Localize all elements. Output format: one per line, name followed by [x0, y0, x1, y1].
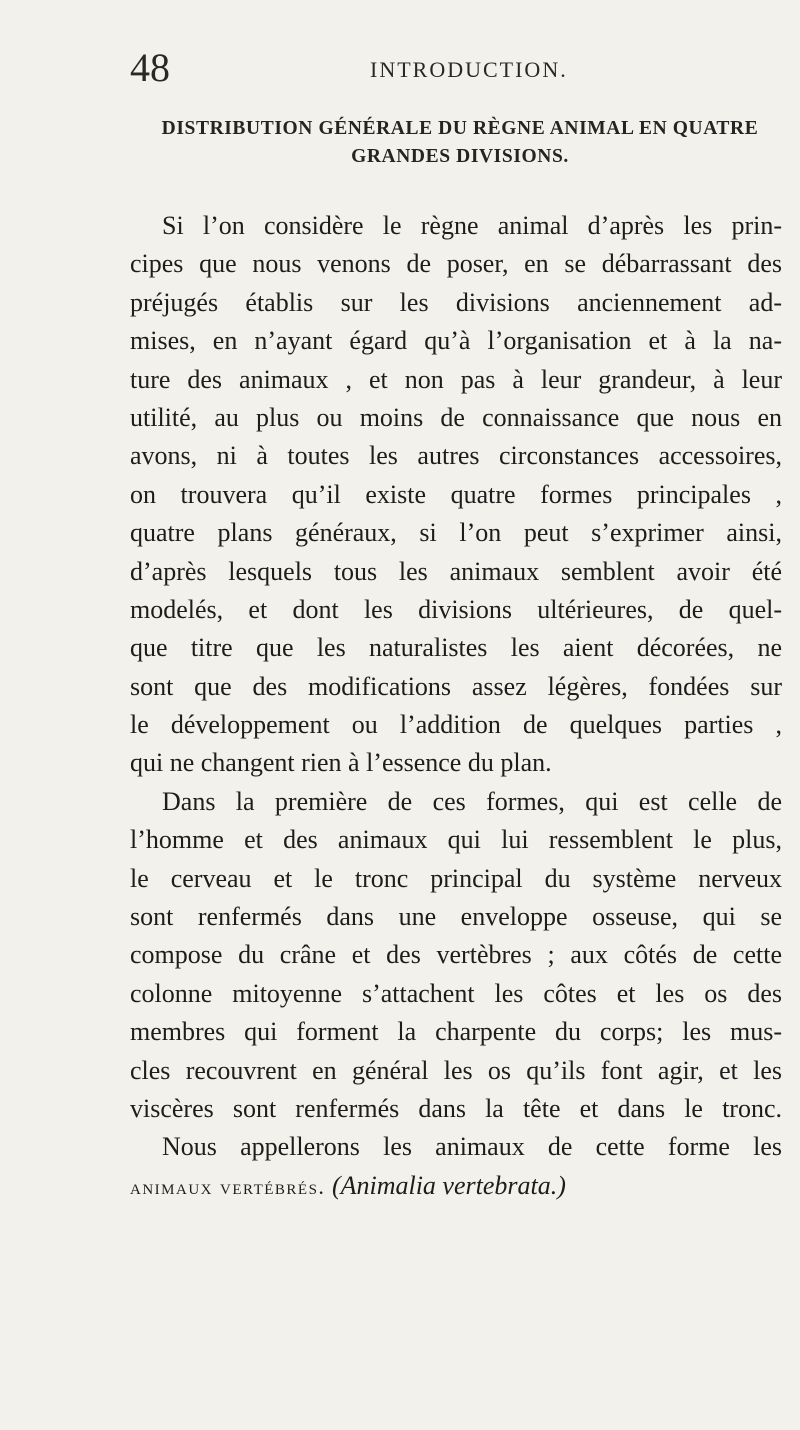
text-line: d’après lesquels tous les animaux semblent avoir été [130, 556, 782, 586]
text-line: viscères sont renfermés dans la tête et dans le tronc. [130, 1093, 782, 1123]
text-line: compose du crâne et des vertèbres ; aux côtés de cette [130, 940, 782, 970]
latin-term: (Animalia vertebrata.) [331, 1170, 566, 1200]
text-line: sont que des modifications assez légères, fondées sur [130, 671, 782, 701]
text-line: le développement ou l’addition de quelques parties , [130, 710, 782, 740]
running-head [130, 45, 780, 90]
section-heading [120, 115, 800, 171]
text-line: que titre que les naturalistes les aient décorées, ne [130, 633, 782, 663]
page-number: 48 [130, 45, 170, 90]
text-line: ture des animaux , et non pas à leur grandeur, à leur [130, 364, 782, 394]
text-line: modelés, et dont les divisions ultérieures, de quel- [130, 594, 782, 624]
running-title: INTRODUCTION. [370, 57, 568, 82]
section-heading-line-1: DISTRIBUTION GÉNÉRALE DU RÈGNE ANIMAL EN QUATRE [161, 118, 759, 139]
text-line: on trouvera qu’il existe quatre formes principales , [130, 479, 782, 509]
text-line: mises, en n’ayant égard qu’à l’organisation et à la na- [130, 326, 782, 356]
section-heading-line-2: GRANDES DIVISIONS. [351, 146, 569, 167]
text-line: utilité, au plus ou moins de connaissance que nous en [130, 402, 782, 432]
text-line: cles recouvrent en général les os qu’ils font agir, et les [130, 1055, 782, 1085]
text-line: préjugés établis sur les divisions anciennement ad- [130, 287, 782, 317]
text-line: avons, ni à toutes les autres circonstances accessoires, [130, 441, 782, 471]
text-line: le cerveau et le tronc principal du système nerveux [130, 863, 782, 893]
text-line: Dans la première de ces formes, qui est celle de [162, 786, 782, 816]
smallcaps-term: animaux vertébrés. [130, 1173, 326, 1199]
text-line: cipes que nous venons de poser, en se débarrassant des [130, 249, 782, 279]
text-line: Nous appellerons les animaux de cette forme les [162, 1132, 782, 1162]
text-line-final [130, 1167, 782, 1205]
text-line: colonne mitoyenne s’attachent les côtes et les os des [130, 978, 782, 1008]
text-line: l’homme et des animaux qui lui ressemblent le plus, [130, 825, 782, 855]
text-line: quatre plans généraux, si l’on peut s’exprimer ainsi, [130, 518, 782, 548]
text-line: sont renfermés dans une enveloppe osseuse, qui se [130, 902, 782, 932]
text-line: membres qui forment la charpente du corps; les mus- [130, 1017, 782, 1047]
text-line: qui ne changent rien à l’essence du plan. [130, 748, 552, 778]
text-line: Si l’on considère le règne animal d’après les prin- [162, 211, 782, 240]
body-text [130, 207, 782, 1205]
